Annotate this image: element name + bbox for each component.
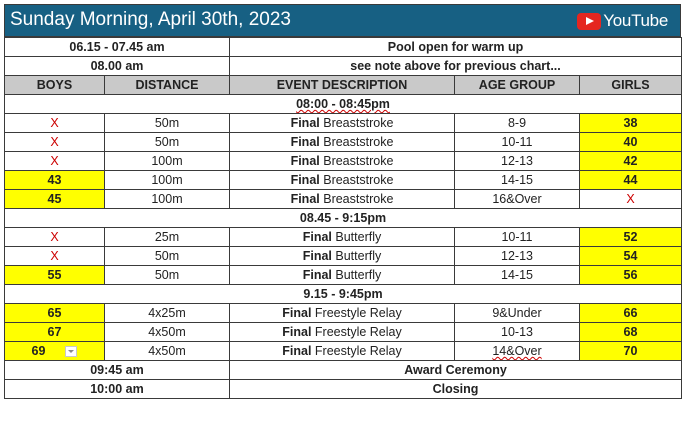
event-prefix: Final: [302, 230, 332, 244]
distance-cell[interactable]: 25m: [105, 228, 230, 247]
event-prefix: Final: [290, 154, 320, 168]
distance-cell[interactable]: 4x25m: [105, 304, 230, 323]
intro-time: 08.00 am: [5, 57, 230, 76]
column-header-girls: GIRLS: [580, 76, 682, 95]
closing-row: [5, 361, 682, 380]
distance-cell[interactable]: 100m: [105, 171, 230, 190]
event-description-cell[interactable]: [230, 342, 455, 361]
boys-event-cell-value: X: [50, 249, 59, 263]
session-time-text: 08.45 - 9:15pm: [299, 211, 387, 225]
event-stroke: Breaststroke: [323, 192, 394, 206]
age-group-cell[interactable]: [455, 133, 580, 152]
boys-event-cell[interactable]: [5, 266, 105, 285]
boys-event-cell[interactable]: [5, 247, 105, 266]
age-group-text: 9&Under: [492, 306, 542, 320]
girls-event-cell-value: 66: [623, 306, 638, 320]
distance-cell[interactable]: 50m: [105, 266, 230, 285]
boys-event-cell[interactable]: [5, 114, 105, 133]
event-stroke: Freestyle Relay: [314, 306, 402, 320]
event-prefix: Final: [282, 325, 312, 339]
event-description-cell[interactable]: [230, 266, 455, 285]
distance-cell[interactable]: 100m: [105, 152, 230, 171]
girls-event-cell[interactable]: [580, 152, 682, 171]
girls-event-cell[interactable]: [580, 342, 682, 361]
intro-time: 06.15 - 07.45 am: [5, 38, 230, 57]
event-stroke: Breaststroke: [323, 116, 394, 130]
age-group-text: 16&Over: [492, 192, 542, 206]
girls-event-cell[interactable]: [580, 247, 682, 266]
boys-event-cell-value: X: [50, 135, 59, 149]
age-group-cell[interactable]: [455, 171, 580, 190]
title-bar: [4, 4, 681, 37]
event-row: [5, 247, 682, 266]
boys-event-cell[interactable]: [5, 323, 105, 342]
distance-cell[interactable]: 4x50m: [105, 323, 230, 342]
youtube-wordmark: YouTube: [603, 11, 668, 30]
boys-event-cell[interactable]: [5, 152, 105, 171]
youtube-logo[interactable]: [577, 12, 668, 30]
age-group-cell[interactable]: [455, 323, 580, 342]
distance-cell[interactable]: 50m: [105, 247, 230, 266]
event-description-cell[interactable]: [230, 247, 455, 266]
age-group-text: 10-13: [501, 325, 533, 339]
intro-row: [5, 38, 682, 57]
girls-event-cell-value: 68: [623, 325, 638, 339]
age-group-text: 10-11: [501, 135, 533, 149]
girls-event-cell-value: 38: [623, 116, 638, 130]
event-stroke: Freestyle Relay: [314, 344, 402, 358]
girls-event-cell[interactable]: [580, 114, 682, 133]
age-group-text: 14&Over: [492, 344, 542, 358]
session-time-label: [5, 95, 682, 114]
dropdown-arrow-icon[interactable]: [65, 346, 77, 357]
column-header-distance: DISTANCE: [105, 76, 230, 95]
event-stroke: Breaststroke: [323, 154, 394, 168]
event-stroke: Butterfly: [335, 249, 382, 263]
event-row: [5, 152, 682, 171]
age-group-cell[interactable]: [455, 266, 580, 285]
boys-event-cell[interactable]: [5, 228, 105, 247]
age-group-cell[interactable]: [455, 247, 580, 266]
session-header-row: [5, 95, 682, 114]
intro-text: Pool open for warm up: [230, 38, 682, 57]
boys-event-cell-value: X: [50, 230, 59, 244]
session-time-label: [5, 285, 682, 304]
event-row: [5, 342, 682, 361]
session-header-row: [5, 285, 682, 304]
girls-event-cell-value: 52: [623, 230, 638, 244]
event-prefix: Final: [290, 192, 320, 206]
page-title: Sunday Morning, April 30th, 2023: [10, 9, 291, 30]
boys-event-cell-value: X: [50, 154, 59, 168]
session-time-text: 9.15 - 9:45pm: [303, 287, 383, 301]
age-group-cell[interactable]: [455, 190, 580, 209]
age-group-text: 14-15: [501, 268, 533, 282]
distance-cell[interactable]: 4x50m: [105, 342, 230, 361]
event-row: [5, 133, 682, 152]
event-prefix: Final: [290, 116, 320, 130]
age-group-cell[interactable]: [455, 228, 580, 247]
event-description-cell[interactable]: [230, 152, 455, 171]
column-header-age: AGE GROUP: [455, 76, 580, 95]
event-stroke: Butterfly: [335, 230, 382, 244]
event-row: [5, 266, 682, 285]
column-header-event: EVENT DESCRIPTION: [230, 76, 455, 95]
boys-event-cell-value: 65: [47, 306, 62, 320]
boys-event-cell-value: 43: [47, 173, 62, 187]
boys-event-cell-value: 69: [31, 344, 46, 358]
event-prefix: Final: [282, 344, 312, 358]
boys-event-cell[interactable]: [5, 304, 105, 323]
event-description-cell[interactable]: [230, 304, 455, 323]
event-row: [5, 190, 682, 209]
distance-cell[interactable]: 100m: [105, 190, 230, 209]
event-row: [5, 171, 682, 190]
distance-cell[interactable]: 50m: [105, 133, 230, 152]
event-prefix: Final: [290, 135, 320, 149]
girls-event-cell-value: 56: [623, 268, 638, 282]
girls-event-cell-value: 54: [623, 249, 638, 263]
girls-event-cell-value: 40: [623, 135, 638, 149]
event-row: [5, 323, 682, 342]
event-description-cell[interactable]: [230, 190, 455, 209]
girls-event-cell[interactable]: [580, 171, 682, 190]
event-prefix: Final: [302, 249, 332, 263]
youtube-play-icon: [577, 13, 601, 30]
event-row: [5, 304, 682, 323]
column-header-boys: BOYS: [5, 76, 105, 95]
session-header-row: [5, 209, 682, 228]
event-row: [5, 228, 682, 247]
event-prefix: Final: [290, 173, 320, 187]
distance-cell[interactable]: 50m: [105, 114, 230, 133]
girls-event-cell[interactable]: [580, 266, 682, 285]
girls-event-cell-value: X: [626, 192, 635, 206]
event-row: [5, 114, 682, 133]
boys-event-cell-value: X: [50, 116, 59, 130]
intro-text: see note above for previous chart...: [230, 57, 682, 76]
event-description-cell[interactable]: [230, 228, 455, 247]
event-description-cell[interactable]: [230, 323, 455, 342]
session-time-text: 08:00 - 08:45pm: [296, 97, 390, 111]
girls-event-cell[interactable]: [580, 190, 682, 209]
closing-time: 09:45 am: [5, 361, 230, 380]
event-description-cell[interactable]: [230, 171, 455, 190]
schedule-sheet: [4, 4, 681, 399]
event-prefix: Final: [282, 306, 312, 320]
column-header-row: [5, 76, 682, 95]
girls-event-cell[interactable]: [580, 133, 682, 152]
age-group-text: 8-9: [507, 116, 527, 130]
boys-event-cell-value: 45: [47, 192, 62, 206]
girls-event-cell-value: 42: [623, 154, 638, 168]
event-description-cell[interactable]: [230, 114, 455, 133]
event-description-cell[interactable]: [230, 133, 455, 152]
event-stroke: Butterfly: [335, 268, 382, 282]
age-group-cell[interactable]: [455, 114, 580, 133]
boys-event-cell[interactable]: [5, 342, 105, 361]
event-stroke: Freestyle Relay: [314, 325, 402, 339]
closing-text: Award Ceremony: [230, 361, 682, 380]
intro-row: [5, 57, 682, 76]
girls-event-cell[interactable]: [580, 228, 682, 247]
event-stroke: Breaststroke: [323, 135, 394, 149]
girls-event-cell-value: 44: [623, 173, 638, 187]
boys-event-cell[interactable]: [5, 133, 105, 152]
age-group-cell[interactable]: [455, 304, 580, 323]
age-group-text: 12-13: [501, 249, 533, 263]
girls-event-cell[interactable]: [580, 323, 682, 342]
age-group-cell[interactable]: [455, 342, 580, 361]
event-stroke: Breaststroke: [323, 173, 394, 187]
boys-event-cell-value: 67: [47, 325, 62, 339]
closing-text: Closing: [230, 380, 682, 399]
age-group-text: 14-15: [501, 173, 533, 187]
boys-event-cell-value: 55: [47, 268, 62, 282]
age-group-text: 10-11: [501, 230, 533, 244]
schedule-table: [4, 37, 682, 399]
event-prefix: Final: [302, 268, 332, 282]
session-time-label: [5, 209, 682, 228]
age-group-cell[interactable]: [455, 152, 580, 171]
girls-event-cell[interactable]: [580, 304, 682, 323]
girls-event-cell-value: 70: [623, 344, 638, 358]
closing-row: [5, 380, 682, 399]
boys-event-cell[interactable]: [5, 190, 105, 209]
age-group-text: 12-13: [501, 154, 533, 168]
closing-time: 10:00 am: [5, 380, 230, 399]
boys-event-cell[interactable]: [5, 171, 105, 190]
